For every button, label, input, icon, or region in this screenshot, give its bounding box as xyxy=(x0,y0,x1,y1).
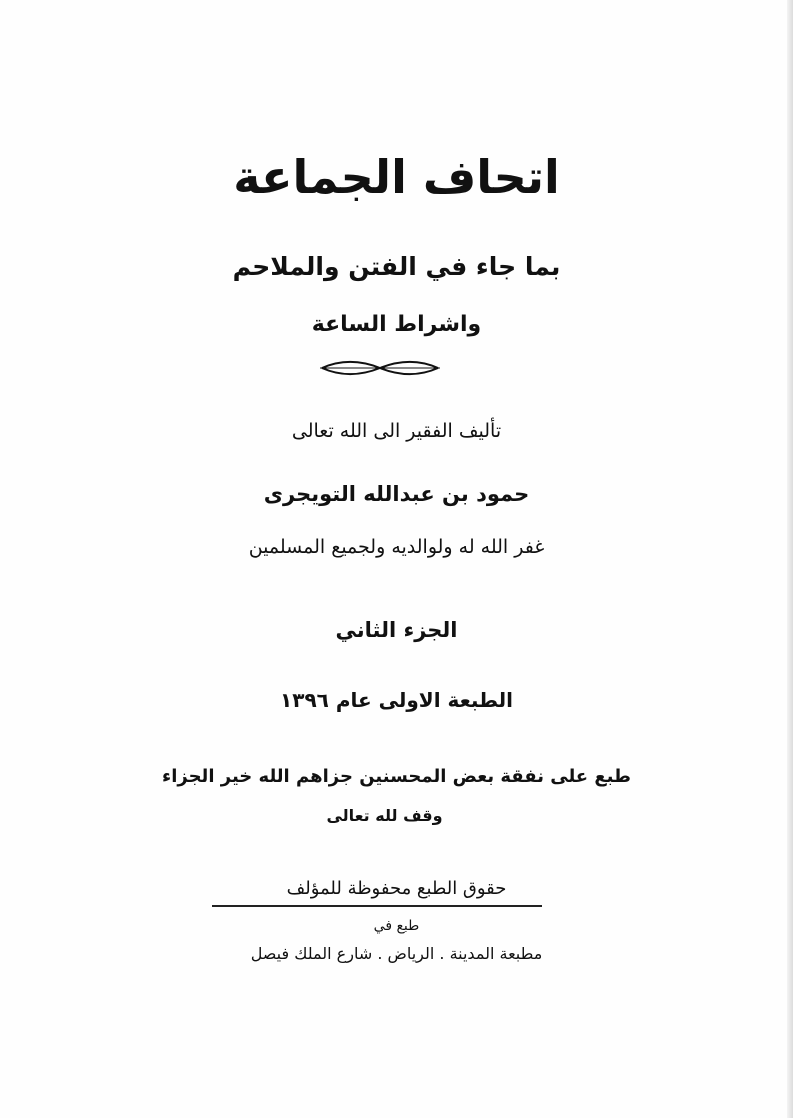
copyright-notice: حقوق الطبع محفوظة للمؤلف xyxy=(286,878,507,899)
printed-in-label: طبع في xyxy=(373,918,420,934)
author-prayer: غفر الله له ولوالديه ولجميع المسلمين xyxy=(248,536,545,558)
volume-label: الجزء الثاني xyxy=(335,618,458,642)
copyright-underline xyxy=(212,905,542,907)
author-intro: تأليف الفقير الى الله تعالى xyxy=(291,420,502,442)
edition-label: الطبعة الاولى عام ١٣٩٦ xyxy=(280,688,513,712)
book-title: اتحاف الجماعة xyxy=(233,150,560,204)
press-address: مطبعة المدينة . الرياض . شارع الملك فيصل xyxy=(250,944,543,963)
author-name: حمود بن عبدالله التويجرى xyxy=(263,482,530,506)
ornament-divider xyxy=(320,356,440,380)
sponsor-note: طبع على نفقة بعض المحسنين جزاهم الله خير الجزاء xyxy=(162,766,631,787)
book-subtitle-line-1: بما جاء في الفتن والملاحم xyxy=(232,252,561,281)
book-subtitle-line-2: واشراط الساعة xyxy=(311,312,482,337)
waqf-note: وقف لله تعالى xyxy=(326,806,443,825)
